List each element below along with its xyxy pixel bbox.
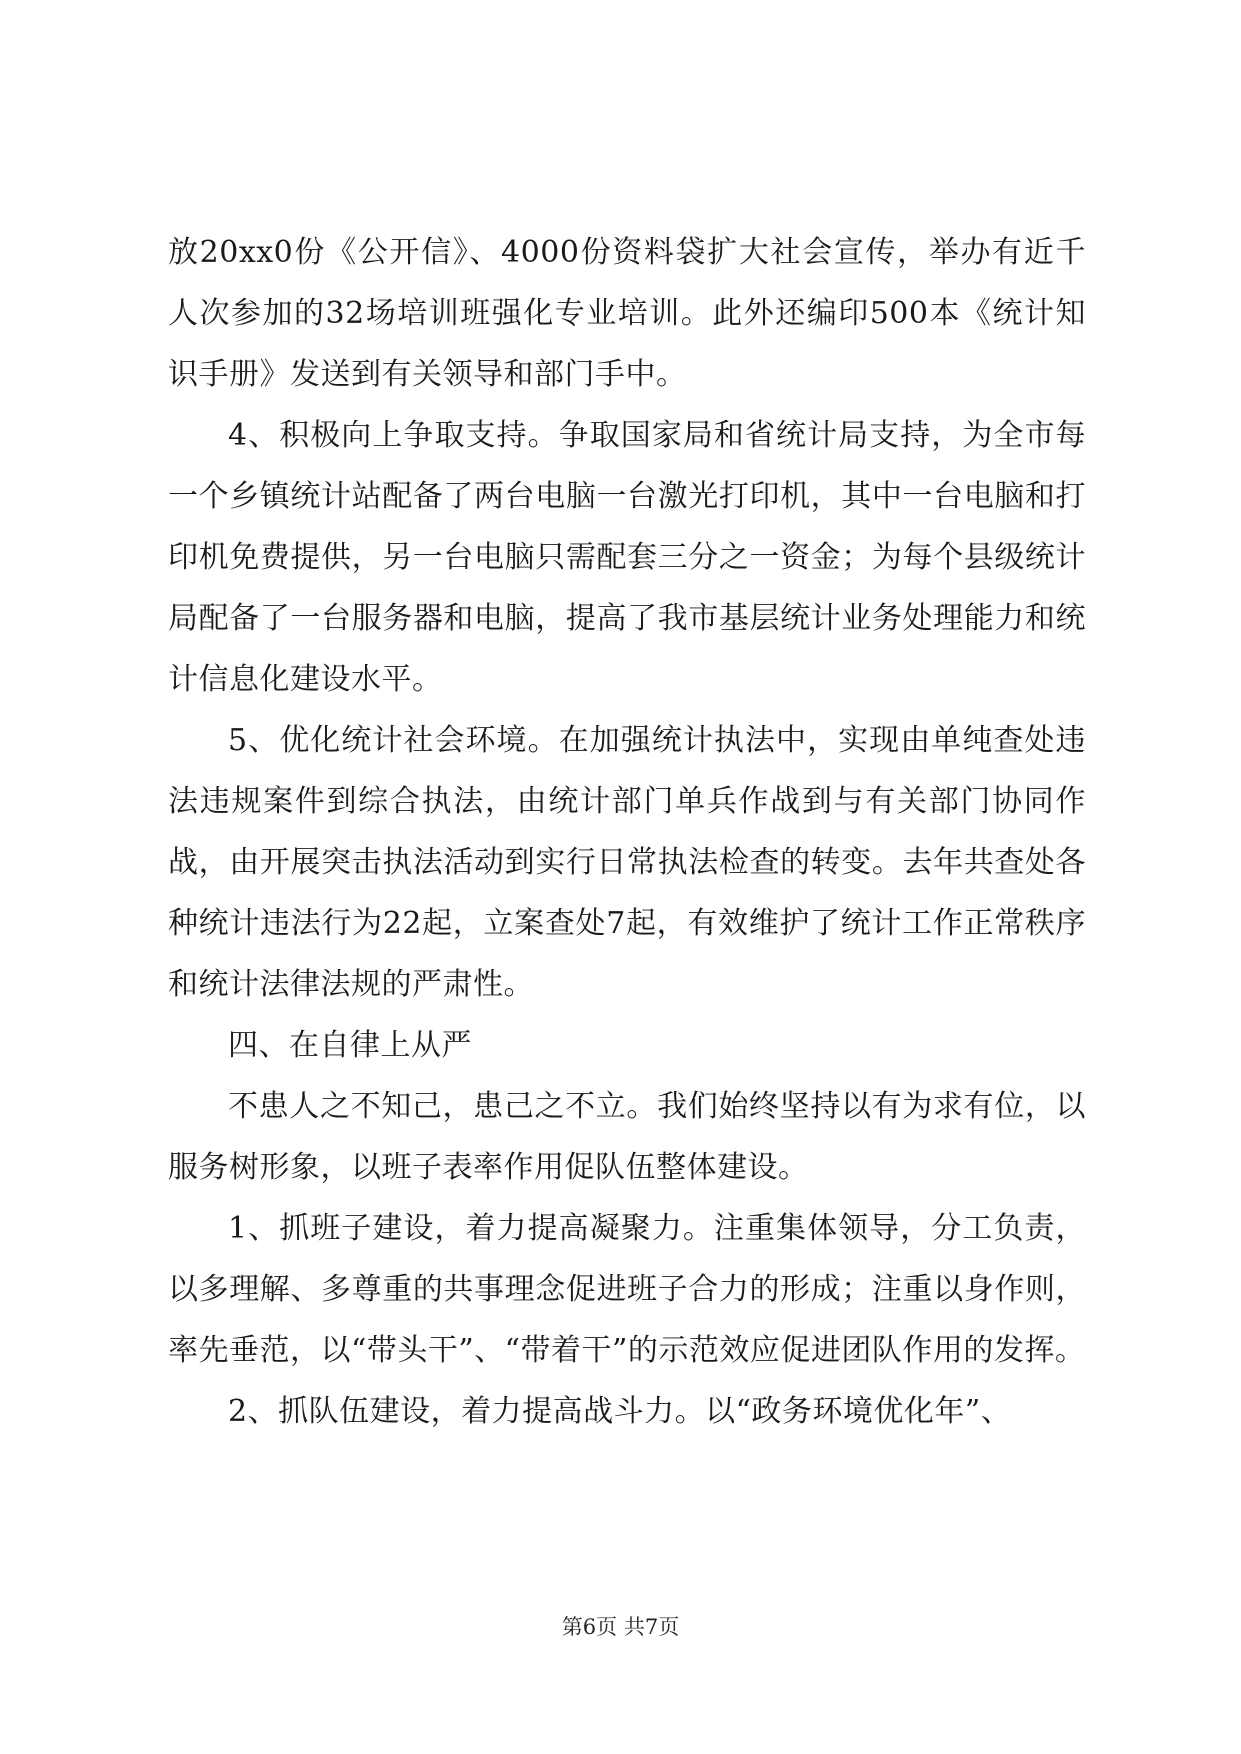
paragraph-environment: 5、优化统计社会环境。在加强统计执法中，实现由单纯查处违法违规案件到综合执法，由统计部门单兵作战到与有关部门协同作战，由开展突击执法活动到实行日常执法检查的转变。去年共查处各种统计违法行为22起，立案查处7起，有效维护了统计工作正常秩序和统计法律法规的严肃性。 xyxy=(168,723,1086,1002)
paragraph-leadership-team: 1、抓班子建设，着力提高凝聚力。注重集体领导，分工负责，以多理解、多尊重的共事理念促进班子合力的形成；注重以身作则，率先垂范，以“带头干”、“带着干”的示范效应促进团队作用的发挥。 xyxy=(168,1211,1086,1368)
paragraph-publicity: 放20xx0份《公开信》、4000份资料袋扩大社会宣传，举办有近千人次参加的32场培训班强化专业培训。此外还编印500本《统计知识手册》发送到有关领导和部门手中。 xyxy=(168,235,1086,392)
paragraph-support: 4、积极向上争取支持。争取国家局和省统计局支持，为全市每一个乡镇统计站配备了两台电脑一台激光打印机，其中一台电脑和打印机免费提供，另一台电脑只需配套三分之一资金；为每个县级统计局配备了一台服务器和电脑，提高了我市基层统计业务处理能力和统计信息化建设水平。 xyxy=(168,418,1086,697)
section-heading-self-discipline: 四、在自律上从严 xyxy=(228,1028,472,1063)
document-body xyxy=(168,222,1086,1442)
page-number-footer: 第6页 共7页 xyxy=(561,1615,680,1639)
paragraph-team-building: 2、抓队伍建设，着力提高战斗力。以“政务环境优化年”、 xyxy=(228,1394,1012,1429)
paragraph-self-discipline-intro: 不患人之不知己，患己之不立。我们始终坚持以有为求有位，以服务树形象，以班子表率作用促队伍整体建设。 xyxy=(168,1089,1086,1185)
